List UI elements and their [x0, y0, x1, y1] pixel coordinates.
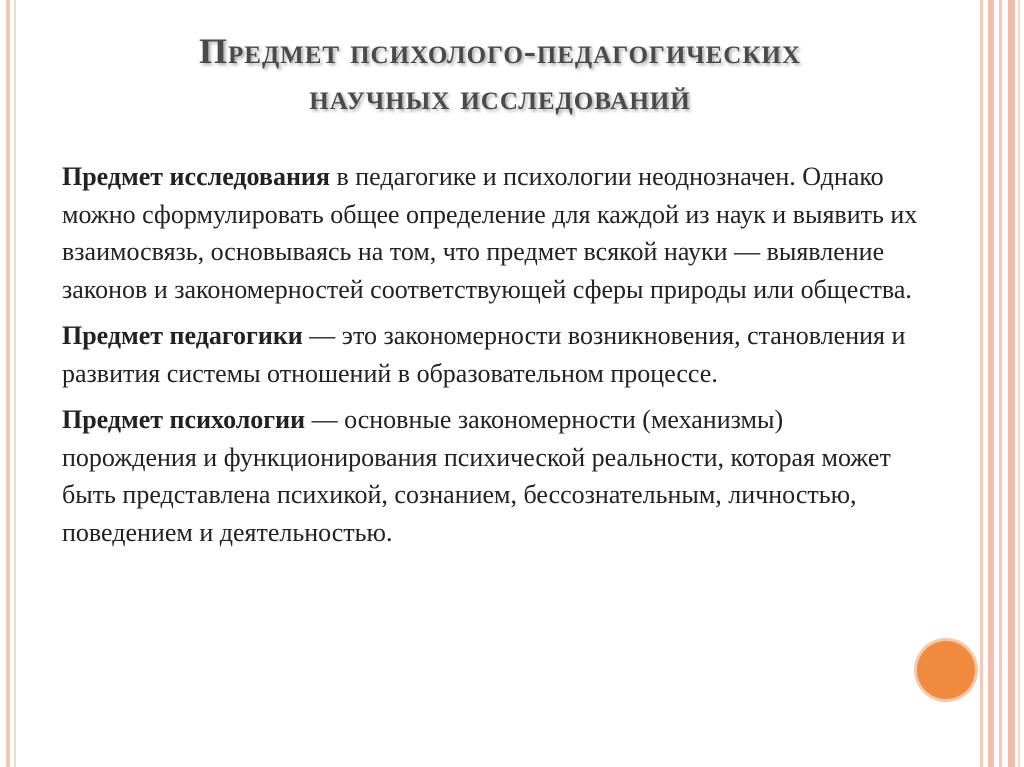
paragraph-text: — основные закономерности (механизмы) порождения и функционирования психической реальности, которая может быть представлена психикой, сознанием, бессознательным, личностью, поведением и деятельностью.: [62, 405, 891, 547]
right-frame-stripe: [999, 0, 1002, 767]
slide-title: [60, 28, 940, 120]
term-label: Предмет психологии: [62, 405, 306, 434]
title-line-1: Предмет психолого-педагогических: [199, 31, 801, 71]
paragraph-text: в педагогике и психологии неоднозначен. Однако можно сформулировать общее определение для каждой из наук и выявить их взаимосвязь, основываясь на том, что предмет всякой науки — выявление законов и закономерностей соответствующей сферы природы или общества.: [62, 162, 918, 304]
right-frame-stripe: [1008, 0, 1015, 767]
slide-body: [62, 158, 922, 560]
left-frame-stripe: [14, 0, 16, 767]
paragraph-research-subject: [62, 158, 922, 308]
right-frame-stripe: [988, 0, 994, 767]
decorative-circle: [917, 641, 975, 699]
paragraph-pedagogy-subject: [62, 317, 922, 392]
term-label: Предмет исследования: [62, 162, 330, 191]
right-frame-stripe: [1018, 0, 1020, 767]
left-frame-stripe: [6, 0, 10, 767]
term-label: Предмет педагогики: [62, 321, 303, 350]
paragraph-text: — это закономерности возникновения, становления и развития системы отношений в образовательном процессе.: [62, 321, 906, 388]
right-frame-stripe: [980, 0, 983, 767]
paragraph-psychology-subject: [62, 401, 922, 551]
title-line-2: научных исследований: [309, 77, 691, 117]
